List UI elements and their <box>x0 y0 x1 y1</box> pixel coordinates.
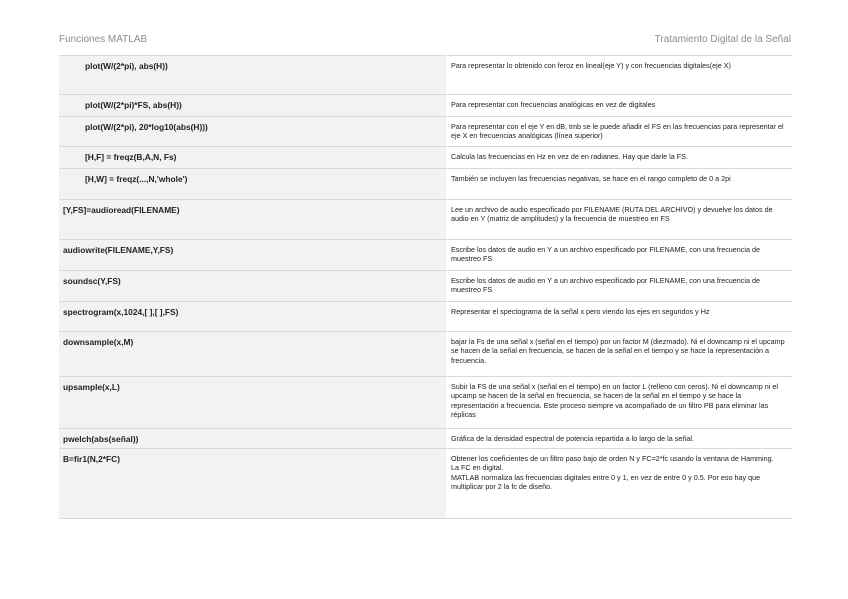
table-row <box>59 117 792 147</box>
command-cell: spectrogram(x,1024,[ ],[ ],FS) <box>59 302 447 332</box>
description-cell: Obtener los coeficientes de un filtro paso bajo de orden N y FC=2*fc usando la ventana de Hamming. La FC en digital. MATLAB normaliza las frecuencias digitales entre 0 y 1, en vez de entre 0 y 0.5. Por eso hay que multiplicar por 2 la fc de diseño. <box>447 449 793 519</box>
description-cell: Para representar con el eje Y en dB, tmb se le puede añadir el FS en las frecuencias para representar el eje X en frecuencias analógicas (línea superior) <box>447 117 793 147</box>
command-cell: [H,F] = freqz(B,A,N, Fs) <box>59 147 447 169</box>
description-cell: Subir la FS de una señal x (señal en el tiempo) en un factor L (relleno con ceros). Ni el downcamp ni el upcamp se hacen de la señal en frecuencia, se hacen de la señal en el tiempo y se hace la representación a frecuencia. Este proceso siempre va acompañado de un filtro PB para eliminar las réplicas <box>447 377 793 429</box>
description-cell: Para representar lo obtenido con feroz en lineal(eje Y) y con frecuencias digitales(eje X) <box>447 56 793 95</box>
command-cell: soundsc(Y,FS) <box>59 271 447 302</box>
functions-table <box>59 55 792 519</box>
description-cell: Calcula las frecuencias en Hz en vez de en radianes. Hay que darle la FS. <box>447 147 793 169</box>
table-row <box>59 449 792 519</box>
command-cell: downsample(x,M) <box>59 332 447 377</box>
table-row <box>59 240 792 271</box>
table-row <box>59 169 792 200</box>
command-cell: [Y,FS]=audioread(FILENAME) <box>59 200 447 240</box>
command-cell: B=fir1(N,2*FC) <box>59 449 447 519</box>
table-row <box>59 271 792 302</box>
command-cell: plot(W/(2*pi), abs(H)) <box>59 56 447 95</box>
description-cell: Escribe los datos de audio en Y a un archivo especificado por FILENAME, con una frecuencia de muestreo FS <box>447 271 793 302</box>
table-row <box>59 332 792 377</box>
command-cell: audiowrite(FILENAME,Y,FS) <box>59 240 447 271</box>
header-right-title: Tratamiento Digital de la Señal <box>654 34 791 45</box>
table-row <box>59 56 792 95</box>
description-cell: Escribe los datos de audio en Y a un archivo especificado por FILENAME, con una frecuencia de muestreo FS <box>447 240 793 271</box>
command-cell: [H,W] = freqz(...,N,'whole') <box>59 169 447 200</box>
table-row <box>59 377 792 429</box>
command-cell: upsample(x,L) <box>59 377 447 429</box>
command-cell: pwelch(abs(señal)) <box>59 429 447 449</box>
description-cell: bajar la Fs de una señal x (señal en el tiempo) por un factor M (diezmado). Ni el downcamp ni el upcamp se hacen de la señal en frecuencia, se hacen de la señal en el tiempo y se hace la representación a frecuencia. <box>447 332 793 377</box>
table-row <box>59 200 792 240</box>
description-cell: Para representar con frecuencias analógicas en vez de digitales <box>447 95 793 117</box>
command-cell: plot(W/(2*pi)*FS, abs(H)) <box>59 95 447 117</box>
description-cell: Gráfica de la densidad espectral de potencia repartida a lo largo de la señal. <box>447 429 793 449</box>
description-cell: Lee un archivo de audio especificado por FILENAME (RUTA DEL ARCHIVO) y devuelve los datos de audio en Y (matriz de amplitudes) y la frecuencia de muestreo en FS <box>447 200 793 240</box>
header-left-title: Funciones MATLAB <box>59 34 148 45</box>
description-cell: Representar el spectograma de la señal x pero viendo los ejes en segundos y Hz <box>447 302 793 332</box>
command-cell: plot(W/(2*pi), 20*log10(abs(H))) <box>59 117 447 147</box>
description-cell: También se incluyen las frecuencias negativas, se hace en el rango completo de 0 a 2pi <box>447 169 793 200</box>
table-row <box>59 429 792 449</box>
page-header <box>59 34 791 48</box>
table-row <box>59 147 792 169</box>
table-row <box>59 302 792 332</box>
table-row <box>59 95 792 117</box>
